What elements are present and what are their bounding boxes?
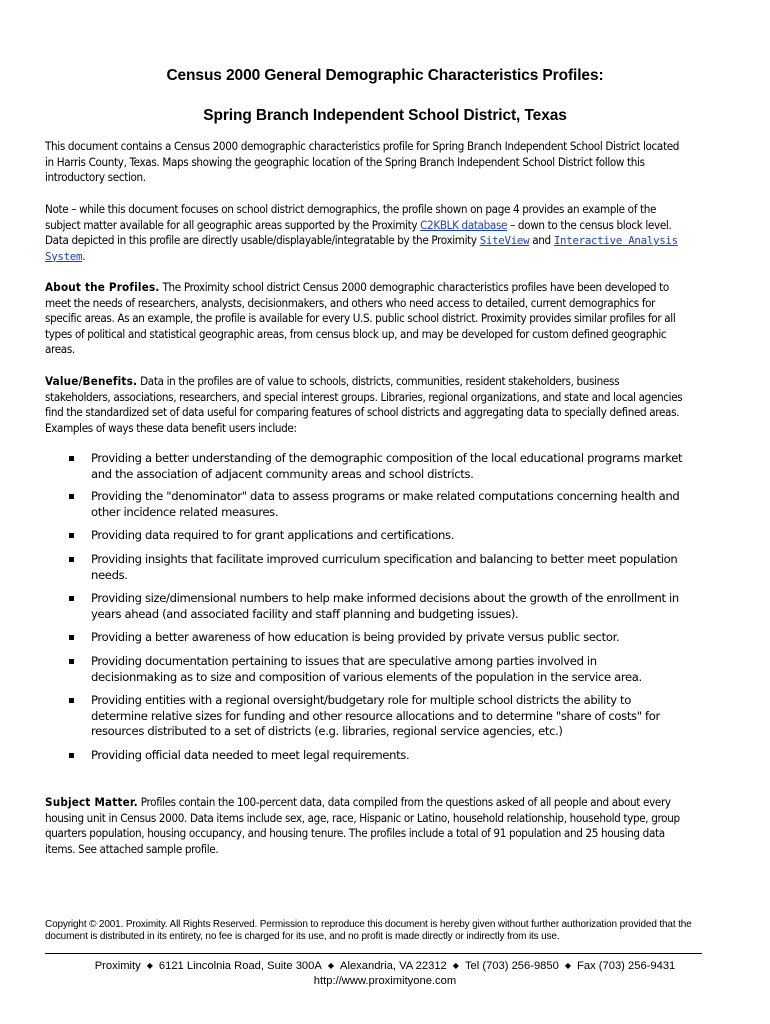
footer-divider — [45, 953, 702, 954]
list-item-text: Providing documentation pertaining to issues that are speculative among parties involved in decisionmaking as to size and composition of various elements of the population in the service area. — [91, 653, 642, 684]
bullet-icon — [69, 753, 74, 758]
list-item — [45, 591, 685, 622]
list-item-text: Providing insights that facilitate improved curriculum specification and balancing to better meet population needs. — [91, 551, 678, 582]
about-heading: About the Profiles. — [45, 280, 160, 294]
c2kblk-database-link[interactable]: C2KBLK database — [420, 217, 508, 232]
diamond-separator-icon: ◆ — [327, 961, 334, 970]
bullet-icon — [69, 698, 74, 703]
footer-address: 6121 Lincolnia Road, Suite 300A — [158, 960, 322, 972]
bullet-icon — [69, 557, 74, 562]
document-subtitle: Spring Branch Independent School District, Texas — [203, 107, 567, 124]
note-text-2: – down to the census block level. Data depicted in this profile are directly usable/displayable/integratable by the Proximity — [45, 217, 672, 248]
list-item — [45, 451, 685, 482]
subject-heading: Subject Matter. — [45, 795, 138, 809]
value-paragraph — [45, 374, 685, 436]
diamond-separator-icon: ◆ — [452, 961, 459, 970]
intro-paragraph: This document contains a Census 2000 demographic characteristics profile for Spring Branch Independent School District located in Harris County, Texas. Maps showing the geographic location of the Spring Branch Independent School District follow this introductory section. — [45, 139, 680, 185]
list-item-text: Providing the "denominator" data to assess programs or make related computations concerning health and other incidence related measures. — [91, 489, 680, 519]
list-item-text: Providing a better understanding of the demographic composition of the local educational programs market and the association of adjacent community areas and school districts. — [91, 451, 683, 481]
about-paragraph — [45, 280, 685, 358]
copyright-notice: Copyright © 2001. Proximity. All Rights Reserved. Permission to reproduce this document is hereby given without further authorization provided that the document is distributed in its entirety, no fee is charged for its use, and no profit is made directly or indirectly from its use. — [45, 919, 692, 943]
bullet-icon — [69, 635, 74, 640]
footer-fax: Fax (703) 256-9431 — [577, 960, 676, 972]
list-item-text: Providing size/dimensional numbers to help make informed decisions about the growth of the enrollment in years ahead (and associated facility and staff planning and budgeting issues). — [91, 591, 679, 621]
list-item — [45, 528, 685, 544]
footer-city: Alexandria, VA 22312 — [340, 960, 447, 972]
subject-text: Profiles contain the 100-percent data, data compiled from the questions asked of all people and about every housing unit in Census 2000. Data items include sex, age, race, Hispanic or Latino, household relationship, household type, group quarters population, housing occupancy, and housing tenure. The profiles include a total of 91 population and 25 housing data items. See attached sample profile. — [45, 795, 680, 856]
list-item — [45, 654, 685, 685]
bullet-icon — [69, 596, 74, 601]
interactive-analysis-system-link[interactable]: Interactive Analysis System — [45, 234, 678, 263]
list-item — [45, 489, 685, 520]
subject-paragraph — [45, 795, 685, 857]
list-item-text: Providing entities with a regional oversight/budgetary role for multiple school districts the ability to determine relative sizes for funding and other resource allocations and to determine "share of costs" for resources distributed to a set of districts (e.g. libraries, regional service agencies, etc.) — [91, 693, 660, 739]
diamond-separator-icon: ◆ — [146, 961, 153, 970]
note-text-3: and — [529, 233, 554, 248]
footer-company: Proximity — [94, 960, 141, 972]
value-text: Data in the profiles are of value to schools, districts, communities, resident stakeholders, business stakeholders, associations, researchers, and special interest groups. Libraries, regional organizations, and state and local agencies find the standardized set of data useful for comparing features of school districts and aggregating data to specially defined areas. Examples of ways these data benefit users include: — [45, 374, 683, 435]
bullet-icon — [69, 494, 74, 499]
note-text-4: . — [82, 248, 86, 263]
value-heading: Value/Benefits. — [45, 374, 138, 388]
bullet-icon — [69, 659, 74, 664]
note-paragraph — [45, 202, 685, 264]
document-title: Census 2000 General Demographic Characteristics Profiles: — [166, 67, 604, 84]
list-item — [45, 630, 685, 646]
list-item-text: Providing official data needed to meet legal requirements. — [91, 747, 410, 762]
footer-tel: Tel (703) 256-9850 — [464, 960, 559, 972]
diamond-separator-icon: ◆ — [564, 961, 572, 970]
siteview-link[interactable]: SiteView — [479, 234, 530, 248]
footer-contact — [0, 960, 770, 972]
list-item — [45, 552, 685, 583]
list-item — [45, 693, 685, 740]
list-item-text: Providing a better awareness of how education is being provided by private versus public sector. — [91, 630, 620, 645]
list-item — [45, 748, 685, 764]
footer-url[interactable]: http://www.proximityone.com — [313, 975, 457, 987]
note-text-1: Note – while this document focuses on school district demographics, the profile shown on page 4 provides an example of the subject matter available for all geographic areas supported by the Proximity — [45, 202, 657, 232]
list-item-text: Providing data required to for grant applications and certifications. — [91, 528, 455, 543]
bullet-icon — [69, 456, 74, 461]
bullet-icon — [69, 533, 74, 538]
benefits-list — [45, 451, 685, 764]
about-text: The Proximity school district Census 2000 demographic characteristics profiles have been developed to meet the needs of researchers, analysts, decisionmakers, and others who need access to detailed, current demographics for specific areas. As an example, the profile is available for every U.S. public school district. Proximity provides similar profiles for all types of political and statistical geographic areas, from census block up, and may be developed for custom defined geographic areas. — [45, 280, 676, 357]
